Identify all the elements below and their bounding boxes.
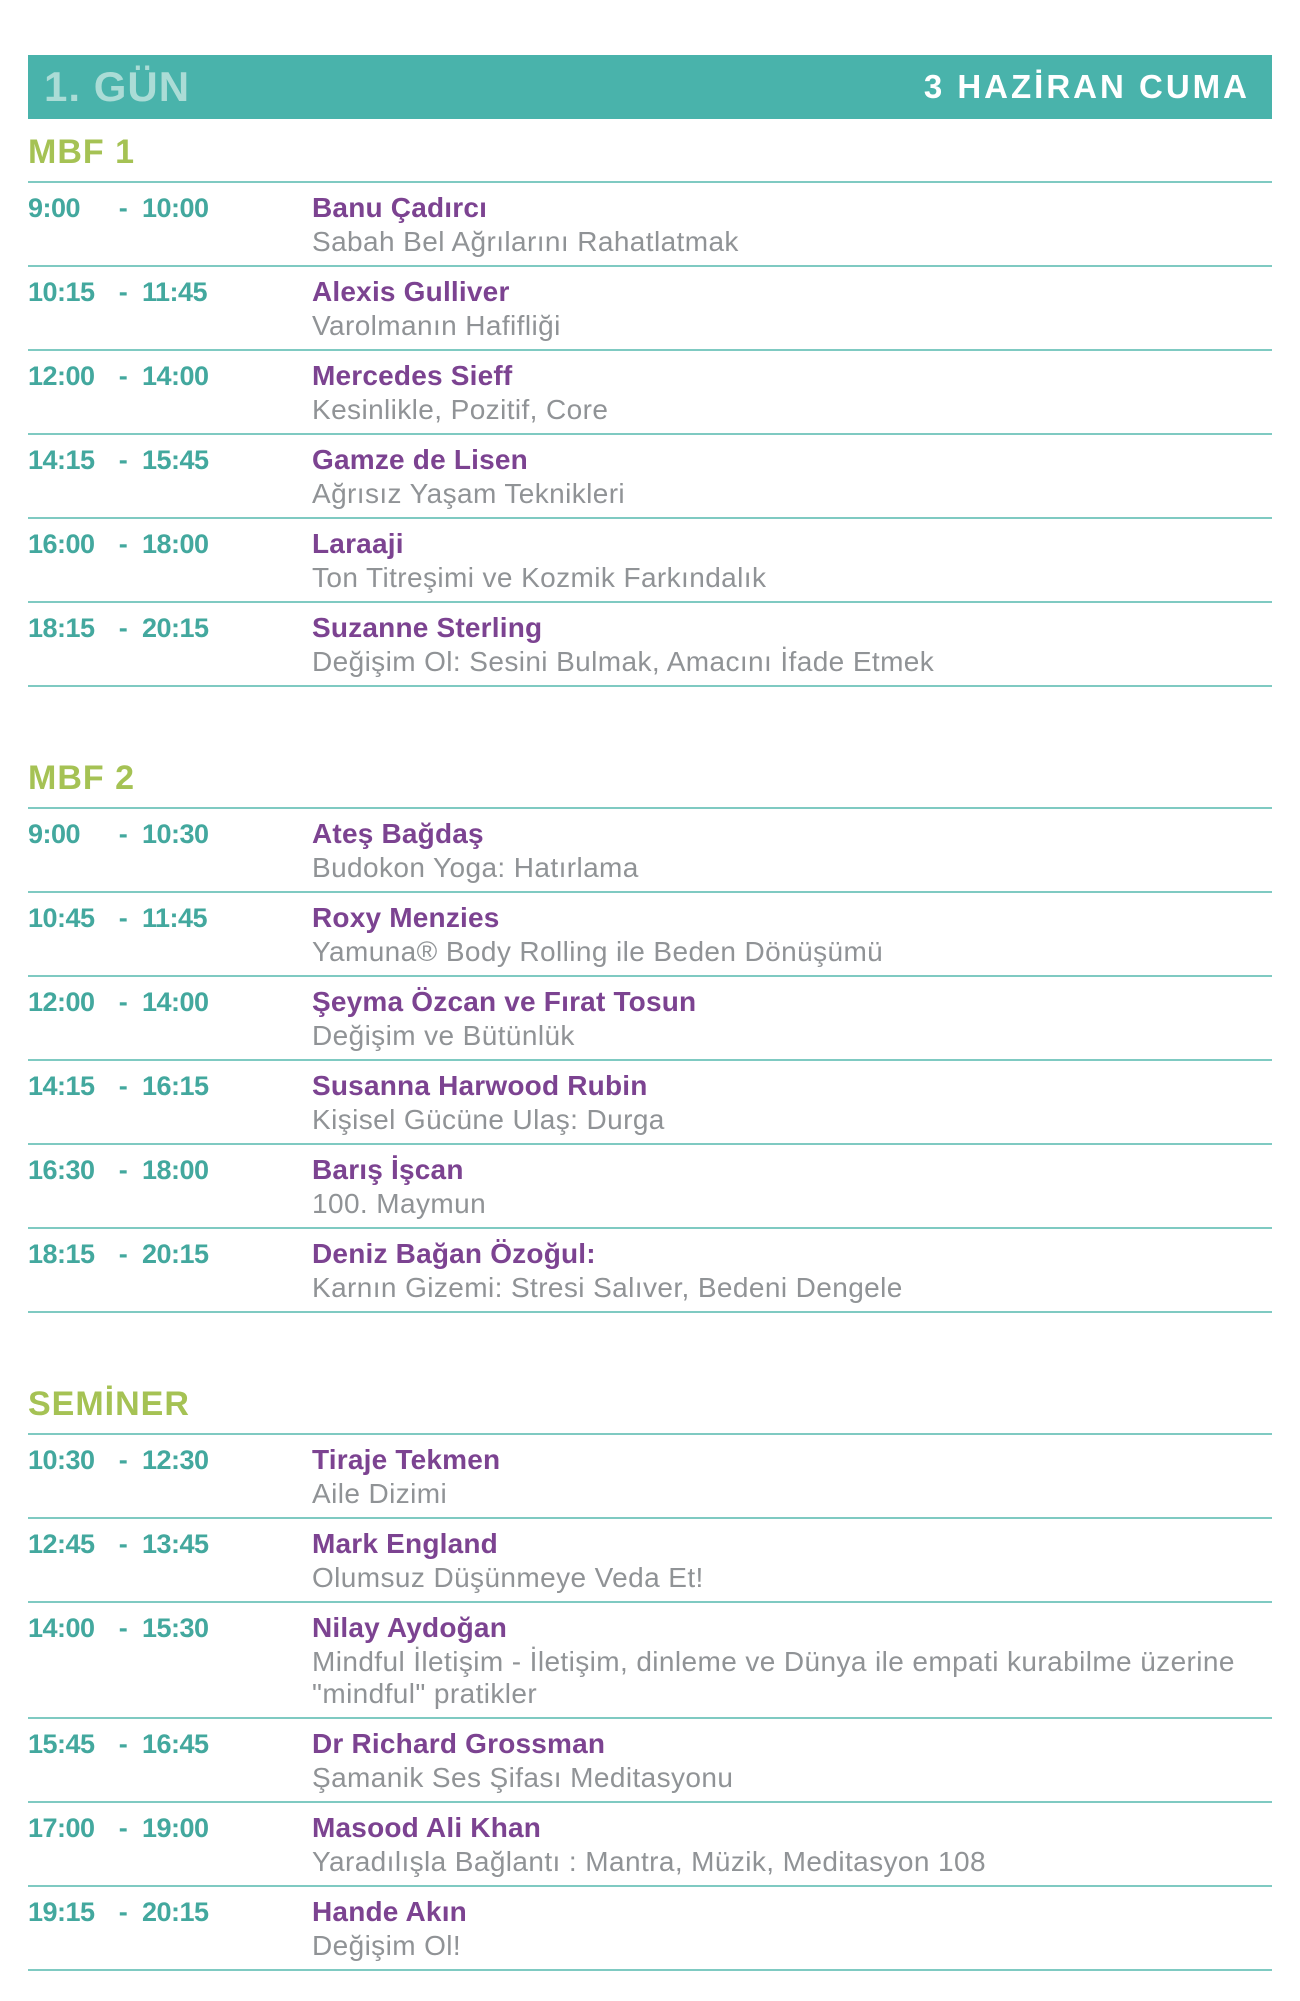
end-time: 10:30 [142, 819, 209, 849]
event-row [28, 267, 1272, 351]
event-row [28, 1803, 1272, 1887]
event-description: Karnın Gizemi: Stresi Salıver, Bedeni Dengele [312, 1272, 903, 1303]
time-separator: - [118, 1613, 128, 1643]
presenter-name: Susanna Harwood Rubin [312, 1070, 648, 1101]
event-row [28, 809, 1272, 893]
end-time: 15:30 [142, 1613, 209, 1643]
event-description: Budokon Yoga: Hatırlama [312, 852, 639, 883]
end-time: 11:45 [142, 277, 208, 307]
day-banner [28, 55, 1272, 119]
time-separator: - [118, 1071, 128, 1101]
event-description: Kişisel Gücüne Ulaş: Durga [312, 1104, 665, 1135]
event-row [28, 183, 1272, 267]
presenter-name: Ateş Bağdaş [312, 818, 484, 849]
presenter-name: Nilay Aydoğan [312, 1612, 508, 1643]
time-separator: - [118, 193, 128, 223]
event-details [312, 528, 1272, 594]
event-time [28, 276, 312, 308]
start-time: 9:00 [28, 193, 81, 223]
event-row [28, 893, 1272, 977]
event-details [312, 1444, 1272, 1510]
end-time: 20:15 [142, 1239, 209, 1269]
start-time: 15:45 [28, 1729, 95, 1759]
event-details [312, 360, 1272, 426]
time-separator: - [118, 1529, 128, 1559]
event-time [28, 818, 312, 850]
start-time: 19:15 [28, 1897, 95, 1927]
event-row [28, 1519, 1272, 1603]
start-time: 10:30 [28, 1445, 95, 1475]
time-separator: - [118, 529, 128, 559]
presenter-name: Dr Richard Grossman [312, 1728, 606, 1759]
event-time [28, 1896, 312, 1928]
end-time: 16:45 [142, 1729, 209, 1759]
event-description: Yamuna® Body Rolling ile Beden Dönüşümü [312, 936, 884, 967]
event-row [28, 1435, 1272, 1519]
event-details [312, 902, 1272, 968]
end-time: 14:00 [142, 361, 209, 391]
start-time: 18:15 [28, 1239, 95, 1269]
event-description: Değişim ve Bütünlük [312, 1020, 575, 1051]
presenter-name: Deniz Bağan Özoğul: [312, 1238, 596, 1269]
start-time: 16:00 [28, 529, 95, 559]
event-time [28, 528, 312, 560]
presenter-name: Mark England [312, 1528, 498, 1559]
schedule-sections [28, 133, 1272, 1971]
end-time: 18:00 [142, 1155, 209, 1185]
day-label: 1. GÜN [44, 63, 191, 110]
event-row [28, 1887, 1272, 1971]
event-time [28, 1444, 312, 1476]
presenter-name: Banu Çadırcı [312, 192, 488, 223]
start-time: 14:15 [28, 1071, 95, 1101]
event-details [312, 1528, 1272, 1594]
time-separator: - [118, 903, 128, 933]
event-details [312, 818, 1272, 884]
presenter-name: Laraaji [312, 528, 404, 559]
event-description: Olumsuz Düşünmeye Veda Et! [312, 1562, 704, 1593]
event-description: Varolmanın Hafifliği [312, 310, 561, 341]
time-separator: - [118, 277, 128, 307]
event-details [312, 612, 1272, 678]
end-time: 12:30 [142, 1445, 209, 1475]
end-time: 15:45 [142, 445, 209, 475]
presenter-name: Tiraje Tekmen [312, 1444, 501, 1475]
venue-title: SEMİNER [28, 1385, 1272, 1435]
presenter-name: Şeyma Özcan ve Fırat Tosun [312, 986, 697, 1017]
start-time: 12:00 [28, 361, 95, 391]
end-time: 20:15 [142, 1897, 209, 1927]
event-time [28, 1154, 312, 1186]
event-time [28, 444, 312, 476]
event-time [28, 1070, 312, 1102]
presenter-name: Mercedes Sieff [312, 360, 513, 391]
event-list [28, 1435, 1272, 1971]
event-time [28, 1812, 312, 1844]
time-separator: - [118, 1445, 128, 1475]
event-row [28, 603, 1272, 687]
event-time [28, 1528, 312, 1560]
presenter-name: Suzanne Sterling [312, 612, 543, 643]
start-time: 18:15 [28, 613, 95, 643]
end-time: 13:45 [142, 1529, 209, 1559]
venue-section [28, 759, 1272, 1313]
event-time [28, 902, 312, 934]
start-time: 14:15 [28, 445, 95, 475]
end-time: 10:00 [142, 193, 209, 223]
start-time: 16:30 [28, 1155, 95, 1185]
event-details [312, 192, 1272, 258]
presenter-name: Masood Ali Khan [312, 1812, 542, 1843]
event-row [28, 1145, 1272, 1229]
end-time: 18:00 [142, 529, 209, 559]
event-details [312, 1728, 1272, 1794]
start-time: 10:45 [28, 903, 95, 933]
presenter-name: Hande Akın [312, 1896, 467, 1927]
venue-title: MBF 1 [28, 133, 1272, 183]
event-details [312, 1070, 1272, 1136]
event-description: Değişim Ol! [312, 1930, 462, 1961]
event-description: 100. Maymun [312, 1188, 487, 1219]
event-row [28, 977, 1272, 1061]
event-time [28, 612, 312, 644]
event-time [28, 192, 312, 224]
event-description: Ton Titreşimi ve Kozmik Farkındalık [312, 562, 767, 593]
event-description: Sabah Bel Ağrılarını Rahatlatmak [312, 226, 739, 257]
venue-title: MBF 2 [28, 759, 1272, 809]
time-separator: - [118, 445, 128, 475]
event-list [28, 809, 1272, 1313]
event-details [312, 1612, 1272, 1710]
event-details [312, 1154, 1272, 1220]
date-label: 3 HAZİRAN CUMA [923, 68, 1250, 105]
event-time [28, 986, 312, 1018]
end-time: 14:00 [142, 987, 209, 1017]
event-description: Aile Dizimi [312, 1478, 448, 1509]
time-separator: - [118, 361, 128, 391]
event-details [312, 986, 1272, 1052]
event-row [28, 1603, 1272, 1719]
start-time: 10:15 [28, 277, 95, 307]
event-description: Değişim Ol: Sesini Bulmak, Amacını İfade Etmek [312, 646, 935, 677]
time-separator: - [118, 1813, 128, 1843]
event-description: Yaradılışla Bağlantı : Mantra, Müzik, Meditasyon 108 [312, 1846, 986, 1877]
presenter-name: Gamze de Lisen [312, 444, 528, 475]
time-separator: - [118, 613, 128, 643]
start-time: 17:00 [28, 1813, 95, 1843]
time-separator: - [118, 1897, 128, 1927]
start-time: 12:45 [28, 1529, 95, 1559]
time-separator: - [118, 1155, 128, 1185]
start-time: 9:00 [28, 819, 81, 849]
event-row [28, 1061, 1272, 1145]
event-row [28, 435, 1272, 519]
end-time: 16:15 [142, 1071, 209, 1101]
presenter-name: Alexis Gulliver [312, 276, 510, 307]
time-separator: - [118, 1729, 128, 1759]
event-details [312, 1896, 1272, 1962]
event-time [28, 1612, 312, 1644]
time-separator: - [118, 819, 128, 849]
end-time: 20:15 [142, 613, 209, 643]
event-time [28, 1728, 312, 1760]
time-separator: - [118, 987, 128, 1017]
event-row [28, 351, 1272, 435]
event-row [28, 519, 1272, 603]
event-row [28, 1229, 1272, 1313]
event-row [28, 1719, 1272, 1803]
event-details [312, 276, 1272, 342]
event-details [312, 1238, 1272, 1304]
event-description: Mindful İletişim - İletişim, dinleme ve Dünya ile empati kurabilme üzerine "mindful" pratikler [312, 1646, 1235, 1709]
venue-section [28, 133, 1272, 687]
end-time: 11:45 [142, 903, 208, 933]
presenter-name: Barış İşcan [312, 1154, 464, 1185]
event-time [28, 360, 312, 392]
event-details [312, 1812, 1272, 1878]
end-time: 19:00 [142, 1813, 209, 1843]
event-list [28, 183, 1272, 687]
event-description: Şamanik Ses Şifası Meditasyonu [312, 1762, 734, 1793]
event-description: Kesinlikle, Pozitif, Core [312, 394, 609, 425]
venue-section [28, 1385, 1272, 1971]
start-time: 12:00 [28, 987, 95, 1017]
event-time [28, 1238, 312, 1270]
time-separator: - [118, 1239, 128, 1269]
start-time: 14:00 [28, 1613, 95, 1643]
event-description: Ağrısız Yaşam Teknikleri [312, 478, 626, 509]
event-details [312, 444, 1272, 510]
presenter-name: Roxy Menzies [312, 902, 500, 933]
